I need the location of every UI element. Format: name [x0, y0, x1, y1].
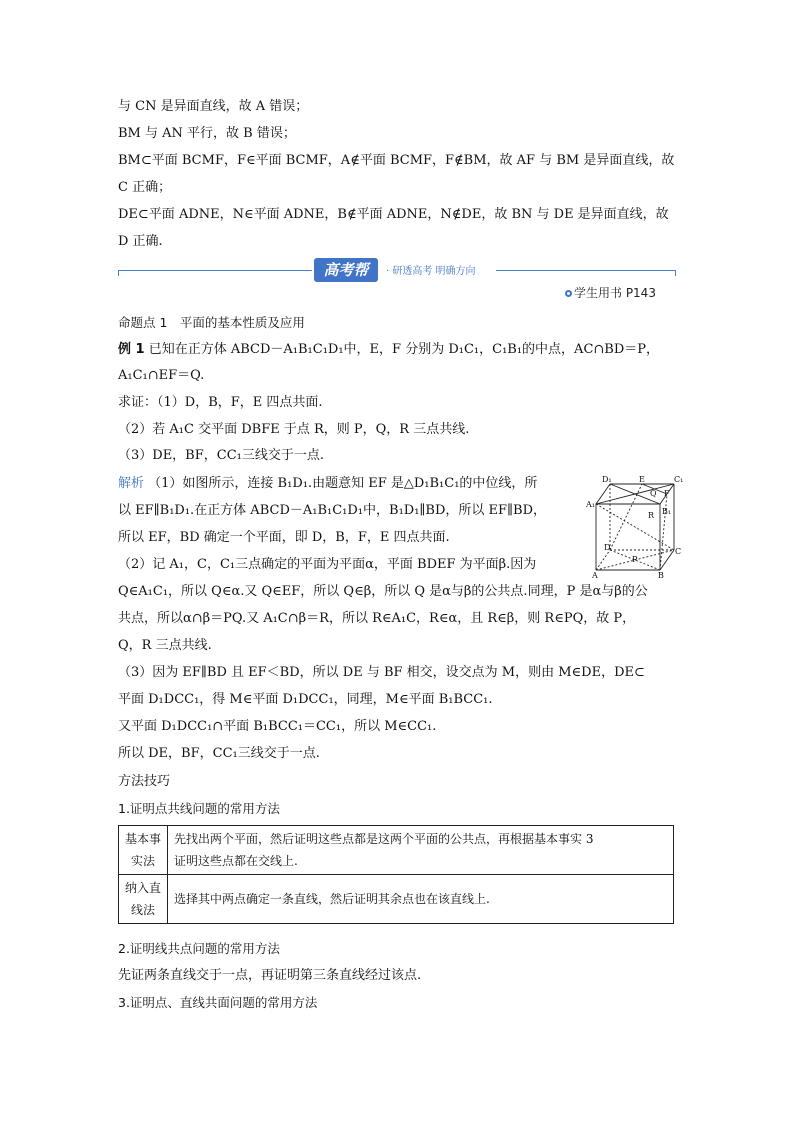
methods-heading-2: 2.证明线共点问题的常用方法: [118, 941, 280, 956]
solution-line: （3）因为 EF∥BD 且 EF＜BD，所以 DE 与 BF 相交，设交点为 M，则由 M∈DE，DE⊂: [118, 665, 645, 680]
example-question: （3）DE，BF，CC₁三线交于一点.: [118, 448, 324, 463]
solution-text: （1）如图所示，连接 B₁D₁.由题意知 EF 是△D₁B₁C₁的中位线，所: [148, 476, 538, 491]
banner-subtitle: · 研透高考 明确方向: [386, 266, 476, 277]
example-line: [118, 341, 659, 359]
label-r: R: [648, 511, 655, 520]
label-d1: D₁: [602, 475, 612, 484]
solution-label: 解析: [118, 476, 145, 491]
table-cell-text: 先找出两个平面，然后证明这些点都是这两个平面的公共点，再根据基本事实 3: [174, 832, 594, 846]
table-row: [119, 826, 674, 875]
methods-text: 先证两条直线交于一点，再证明第三条直线经过该点.: [118, 968, 422, 983]
table-cell-text: 证明这些点都在交线上.: [174, 854, 298, 868]
solution-line: 所以 DE，BF，CC₁三线交于一点.: [118, 746, 320, 761]
bullet-icon: [565, 290, 572, 297]
text-line: BM⊂平面 BCMF，F∈平面 BCMF，A∉平面 BCMF，F∉BM，故 AF 与 BM 是异面直线，故: [118, 153, 675, 168]
example-question: （2）若 A₁C 交平面 DBFE 于点 R，则 P，Q，R 三点共线.: [118, 422, 470, 437]
text-line: D 正确.: [118, 234, 163, 249]
text-line: C 正确；: [118, 180, 172, 195]
table-cell: 选择其中两点确定一条直线，然后证明其余点也在该直线上.: [168, 875, 674, 924]
label-q: Q: [650, 489, 657, 498]
label-b: B: [658, 571, 664, 580]
example-label: 例 1: [118, 342, 145, 357]
solution-line: Q∈A₁C₁，所以 Q∈α.又 Q∈EF，所以 Q∈β，所以 Q 是α与β的公共点.同理，P 是α与β的公: [118, 584, 648, 599]
example-prove: 求证：（1）D，B，F，E 四点共面.: [118, 395, 323, 410]
label-a: A: [592, 571, 598, 580]
table-cell: [168, 826, 674, 875]
book-reference-text: 学生用书 P143: [574, 286, 656, 300]
text-line: BM 与 AN 平行，故 B 错误；: [118, 126, 296, 141]
solution-line: 平面 D₁DCC₁，得 M∈平面 D₁DCC₁，同理，M∈平面 B₁BCC₁.: [118, 692, 493, 707]
proposition-heading: 命题点 1 平面的基本性质及应用: [118, 315, 305, 330]
methods-title: 方法技巧: [118, 774, 171, 789]
section-banner: [118, 258, 676, 282]
solution-line: 所以 EF，BD 确定一个平面，即 D，B，F，E 四点共面.: [118, 530, 450, 545]
example-text: 已知在正方体 ABCD－A₁B₁C₁D₁中，E，F 分别为 D₁C₁，C₁B₁的中点，AC∩BD＝P，: [148, 342, 660, 357]
example-line: A₁C₁∩EF＝Q.: [118, 368, 205, 383]
solution-line: Q，R 三点共线.: [118, 638, 212, 653]
text-line: DE⊂平面 ADNE，N∈平面 ADNE，B∉平面 ADNE，N∉DE，故 BN 与 DE 是异面直线，故: [118, 207, 669, 222]
banner-title: 高考帮: [314, 258, 378, 282]
label-c: C: [675, 547, 682, 556]
solution-line: 共点，所以α∩β＝PQ.又 A₁C∩β＝R，所以 R∈A₁C，R∈α，且 R∈β，则 R∈PQ，故 P，: [118, 611, 636, 626]
methods-table: [118, 825, 674, 924]
label-e: E: [639, 475, 645, 484]
solution-line: 以 EF∥B₁D₁.在正方体 ABCD－A₁B₁C₁D₁中，B₁D₁∥BD，所以 EF∥BD，: [118, 503, 547, 518]
table-row: [119, 875, 674, 924]
banner-rule: [118, 270, 312, 271]
solution-line: 又平面 D₁DCC₁∩平面 B₁BCC₁＝CC₁，所以 M∈CC₁.: [118, 719, 437, 734]
table-row-header: 基本事实法: [119, 826, 168, 875]
label-f: F: [664, 489, 670, 498]
methods-heading-3: 3.证明点、直线共面问题的常用方法: [118, 995, 318, 1010]
label-b1: B₁: [662, 507, 672, 516]
book-reference: [565, 284, 656, 301]
cube-figure: [586, 474, 682, 578]
methods-heading-1: 1.证明点共线问题的常用方法: [118, 801, 280, 816]
label-c1: C₁: [674, 475, 684, 484]
label-d: D: [604, 543, 611, 552]
label-p: P: [632, 555, 638, 564]
table-row-header: 纳入直线法: [119, 875, 168, 924]
hidden-edge: [660, 494, 667, 570]
label-a1: A₁: [586, 500, 595, 509]
banner-rule: [496, 270, 676, 271]
solution-line: [118, 475, 537, 493]
text-line: 与 CN 是异面直线，故 A 错误；: [118, 99, 309, 114]
solution-line: （2）记 A₁，C，C₁三点确定的平面为平面α，平面 BDEF 为平面β.因为: [118, 557, 537, 572]
banner-rule-cap: [669, 270, 676, 276]
